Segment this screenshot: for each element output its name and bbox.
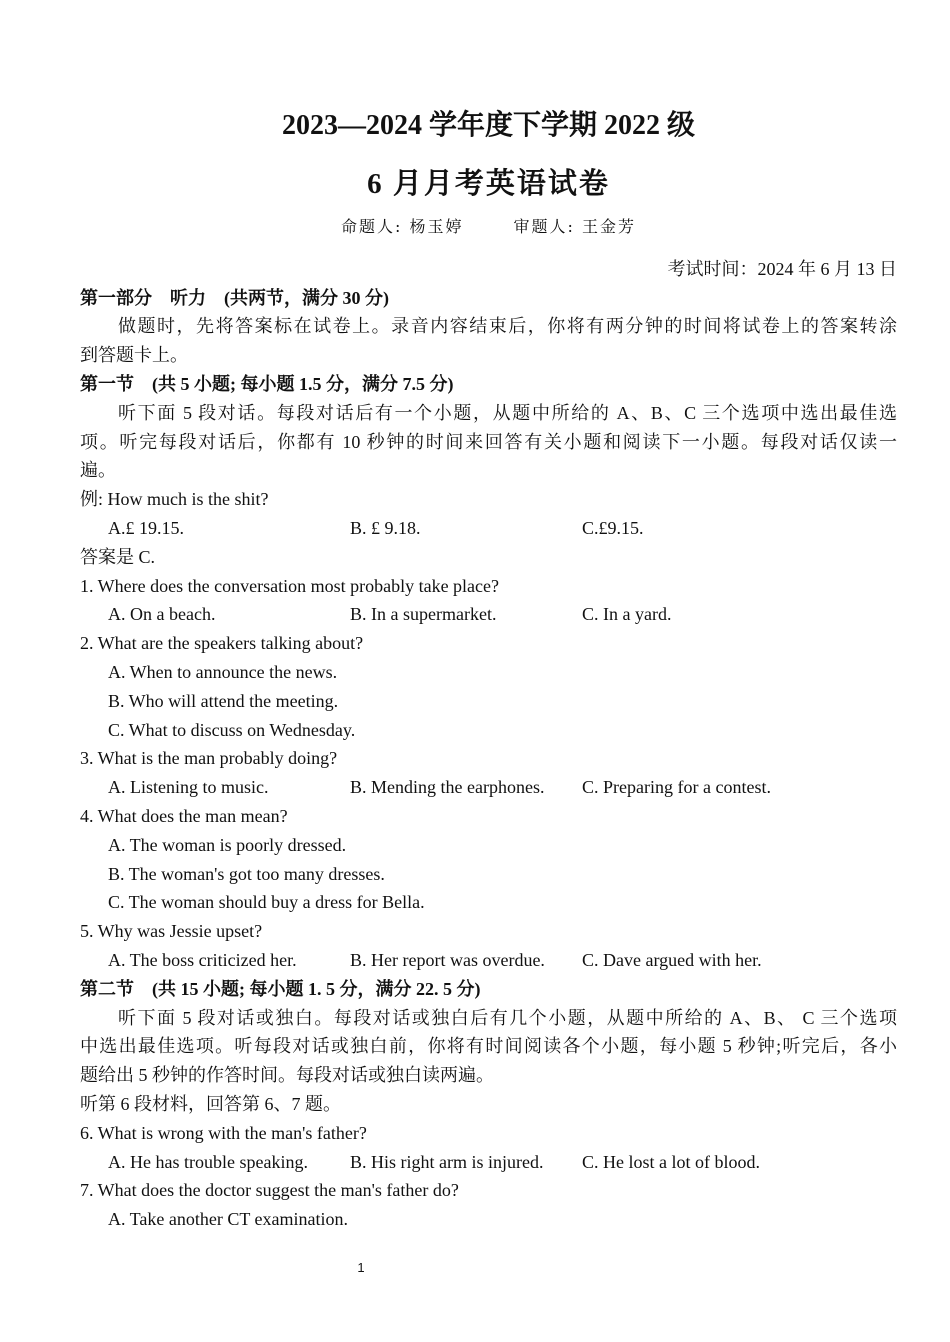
- exam-title: 2023—2024 学年度下学期 2022 级: [281, 110, 695, 141]
- question-options: [80, 1148, 897, 1177]
- question-options: [80, 773, 897, 802]
- option-a: A.£ 19.15.: [108, 517, 184, 538]
- option-a: A. Take another CT examination.: [108, 1209, 349, 1230]
- section-instruction-line: 项。听完每段对话后，你都有 10 秒钟的时间来回答有关小题和阅读下一小题。每段对话仅读一: [80, 431, 897, 452]
- question-stem: 4. What does the man mean?: [80, 805, 288, 826]
- question-options: [80, 600, 897, 629]
- option-a: A. He has trouble speaking.: [108, 1151, 308, 1172]
- part-heading: 第一部分 听力 (共两节，满分 30 分): [80, 287, 389, 308]
- question-stem: 3. What is the man probably doing?: [80, 748, 338, 769]
- section-instruction-line: 遍。: [80, 460, 116, 481]
- section-instruction-line: 题给出 5 秒钟的作答时间。每段对话或独白读两遍。: [80, 1065, 494, 1086]
- question-stem: 6. What is wrong with the man's father?: [80, 1122, 367, 1143]
- part-instruction-line: 做题时，先将答案标在试卷上。录音内容结束后，你将有两分钟的时间将试卷上的答案转涂: [118, 316, 897, 337]
- exam-body: [80, 284, 897, 1234]
- option-c: C. Dave argued with her.: [582, 949, 762, 970]
- option-a: A. On a beach.: [108, 604, 216, 625]
- example-options: [80, 514, 897, 543]
- option-b: B. Who will attend the meeting.: [108, 690, 339, 711]
- exam-subtitle: 6 月月考英语试卷: [367, 168, 610, 200]
- example-question: 例: How much is the shit?: [80, 489, 269, 510]
- option-b: B. Her report was overdue.: [350, 949, 545, 970]
- option-a: A. Listening to music.: [108, 777, 269, 798]
- part-instruction-line: 到答题卡上。: [80, 345, 188, 366]
- question-stem: 1. Where does the conversation most probably take place?: [80, 575, 500, 596]
- option-a: A. The boss criticized her.: [108, 949, 297, 970]
- setter-name: 命题人: 杨玉婷: [341, 217, 464, 236]
- question-options: [80, 946, 897, 975]
- page-number: 1: [357, 1260, 365, 1275]
- option-c: C. He lost a lot of blood.: [582, 1151, 760, 1172]
- question-stem: 2. What are the speakers talking about?: [80, 633, 364, 654]
- option-c: C.£9.15.: [582, 517, 644, 538]
- option-c: C. What to discuss on Wednesday.: [108, 719, 356, 740]
- option-c: C. Preparing for a contest.: [582, 777, 771, 798]
- example-answer: 答案是 C.: [80, 546, 156, 567]
- option-b: B. His right arm is injured.: [350, 1151, 544, 1172]
- option-a: A. The woman is poorly dressed.: [108, 834, 347, 855]
- section-instruction-line: 听下面 5 段对话。每段对话后有一个小题，从题中所给的 A、B、C 三个选项中选出最佳选: [118, 402, 897, 423]
- question-stem: 7. What does the doctor suggest the man's father do?: [80, 1180, 459, 1201]
- option-b: B. Mending the earphones.: [350, 777, 545, 798]
- option-c: C. The woman should buy a dress for Bella.: [108, 892, 425, 913]
- exam-date: 考试时间：2024 年 6 月 13 日: [667, 259, 897, 279]
- option-a: A. When to announce the news.: [108, 661, 338, 682]
- option-b: B. The woman's got too many dresses.: [108, 863, 385, 884]
- option-b: B. £ 9.18.: [350, 517, 421, 538]
- material-note: 听第 6 段材料，回答第 6、7 题。: [80, 1093, 341, 1114]
- section-instruction-line: 中选出最佳选项。听每段对话或独白前，你将有时间阅读各个小题，每小题 5 秒钟;听完后，各小: [80, 1036, 897, 1057]
- reviewer-name: 审题人: 王金芳: [513, 217, 636, 236]
- section-instruction-line: 听下面 5 段对话或独白。每段对话或独白后有几个小题，从题中所给的 A、B、 C 三个选项: [118, 1007, 897, 1028]
- section-heading: 第一节 (共 5 小题; 每小题 1.5 分，满分 7.5 分): [80, 373, 454, 394]
- exam-authors: [80, 214, 897, 240]
- section-heading: 第二节 (共 15 小题; 每小题 1. 5 分，满分 22. 5 分): [80, 978, 481, 999]
- option-b: B. In a supermarket.: [350, 604, 497, 625]
- option-c: C. In a yard.: [582, 604, 672, 625]
- question-stem: 5. Why was Jessie upset?: [80, 921, 263, 942]
